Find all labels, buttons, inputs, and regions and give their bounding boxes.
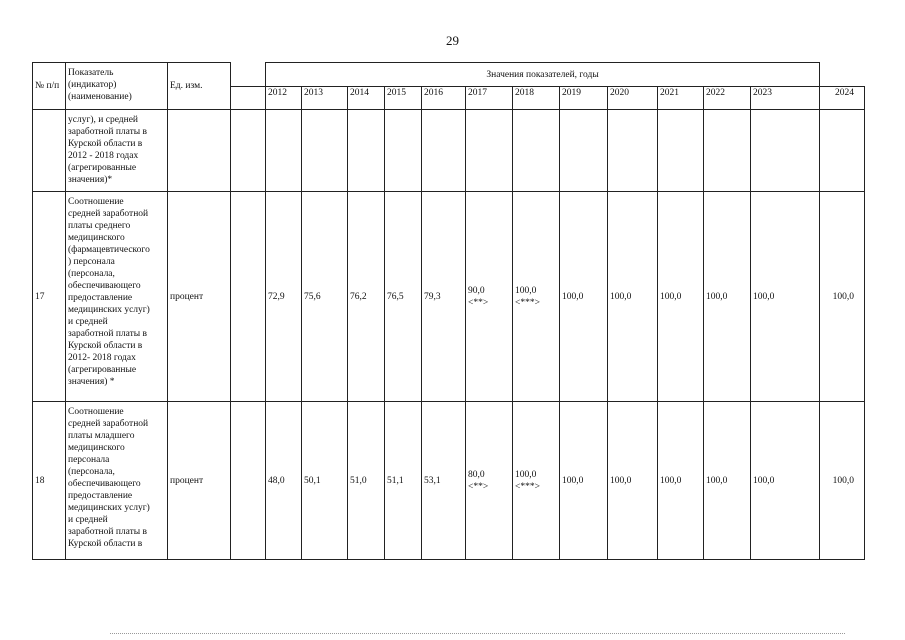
value-cell [348, 110, 385, 192]
value-cell [704, 402, 751, 560]
value-cell [751, 402, 820, 560]
value-cell [385, 402, 422, 560]
value: 100,0 [706, 291, 728, 302]
year-cell: 2024 [820, 87, 865, 110]
value-cell [560, 402, 608, 560]
value-cell [385, 192, 422, 402]
value: 90,0 [468, 285, 485, 296]
value: 100,0 [515, 469, 537, 480]
value: 100,0 [610, 475, 632, 486]
table-row [33, 192, 865, 402]
value: 100,0 [706, 475, 728, 486]
row-number: 17 [33, 192, 66, 402]
value-cell [608, 402, 658, 560]
unit [168, 110, 231, 192]
value-cell [608, 110, 658, 192]
value-cell [751, 192, 820, 402]
footnote-mark: <***> [515, 481, 540, 492]
value-cell [302, 192, 348, 402]
row-number [33, 110, 66, 192]
value: 76,2 [350, 291, 367, 302]
value: 100,0 [610, 291, 632, 302]
value: 79,3 [424, 291, 441, 302]
value-cell [513, 192, 560, 402]
indicators-table [32, 62, 865, 560]
indicator-name: Соотношение средней заработной платы среднего медицинского (фармацевтического ) персонала (персонала, обеспечивающего предоставление медицинских услуг) и средней заработной платы в Курской области в 2012- 2018 годах (агрегированные значения) * [66, 192, 168, 402]
year-cell: 2021 [658, 87, 704, 110]
year-cell: 2014 [348, 87, 385, 110]
value: 100,0 [753, 291, 775, 302]
value-cell [608, 192, 658, 402]
value-cell [348, 192, 385, 402]
value: 76,5 [387, 291, 404, 302]
indicator-name: Соотношение средней заработной платы младшего медицинского персонала (персонала, обеспечивающего предоставление медицинских услуг) и средней заработной платы в Курской области в [66, 402, 168, 560]
value-cell [751, 110, 820, 192]
value: 100,0 [515, 285, 537, 296]
year-spacer [231, 87, 266, 110]
table-row [33, 402, 865, 560]
value: 100,0 [660, 475, 682, 486]
value-cell [560, 192, 608, 402]
page-edge-line [110, 633, 845, 635]
value: 51,1 [387, 475, 404, 486]
value-cell [266, 192, 302, 402]
spacer-cell [231, 192, 266, 402]
value-cell [466, 192, 513, 402]
value-cell [422, 110, 466, 192]
value: 48,0 [268, 475, 285, 486]
year-cell: 2013 [302, 87, 348, 110]
value-cell [513, 402, 560, 560]
value-cell [466, 402, 513, 560]
year-cell: 2023 [751, 87, 820, 110]
value: 100,0 [562, 291, 584, 302]
indicator-header: Показатель (индикатор) (наименование) [66, 63, 168, 110]
value-cell [266, 110, 302, 192]
unit: процент [168, 402, 231, 560]
unit-header: Ед. изм. [168, 63, 231, 110]
value: 53,1 [424, 475, 441, 486]
year-cell: 2020 [608, 87, 658, 110]
value-cell [658, 402, 704, 560]
value: 50,1 [304, 475, 321, 486]
spacer-cell [231, 402, 266, 560]
unit: процент [168, 192, 231, 402]
value-cell [302, 110, 348, 192]
year-cell: 2018 [513, 87, 560, 110]
values-header: Значения показателей, годы [266, 63, 820, 87]
value-cell [422, 402, 466, 560]
value-cell [513, 110, 560, 192]
value: 100,0 [562, 475, 584, 486]
footnote-mark: <**> [468, 481, 489, 492]
value-cell [560, 110, 608, 192]
value: 100,0 [660, 291, 682, 302]
value-cell [422, 192, 466, 402]
header-spacer [231, 63, 266, 87]
value: 72,9 [268, 291, 285, 302]
value-cell [302, 402, 348, 560]
value-cell [704, 192, 751, 402]
year-cell: 2012 [266, 87, 302, 110]
footnote-mark: <**> [468, 297, 489, 308]
num-header: № п/п [33, 63, 66, 110]
indicator-name: услуг), и средней заработной платы в Курской области в 2012 - 2018 годах (агрегированные значения)* [66, 110, 168, 192]
value: 75,6 [304, 291, 321, 302]
page-number: 29 [446, 33, 459, 48]
table-row [33, 110, 865, 192]
value-cell [348, 402, 385, 560]
value-cell [820, 192, 865, 402]
value-cell [266, 402, 302, 560]
value-cell [820, 110, 865, 192]
value-cell [385, 110, 422, 192]
value-cell [658, 110, 704, 192]
year-cell: 2019 [560, 87, 608, 110]
row-number: 18 [33, 402, 66, 560]
year-cell: 2022 [704, 87, 751, 110]
value: 80,0 [468, 469, 485, 480]
value: 100,0 [832, 475, 854, 486]
footnote-mark: <***> [515, 297, 540, 308]
value: 100,0 [832, 291, 854, 302]
value: 100,0 [753, 475, 775, 486]
year-cell: 2016 [422, 87, 466, 110]
value-cell [820, 402, 865, 560]
value-cell [658, 192, 704, 402]
value: 51,0 [350, 475, 367, 486]
value-cell [704, 110, 751, 192]
year-cell: 2015 [385, 87, 422, 110]
header-row [33, 63, 865, 87]
value-cell [466, 110, 513, 192]
spacer-cell [231, 110, 266, 192]
year-cell: 2017 [466, 87, 513, 110]
